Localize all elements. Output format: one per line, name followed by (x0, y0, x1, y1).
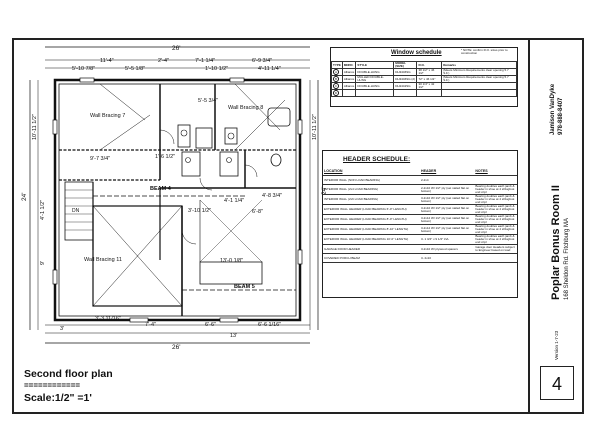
window-schedule-table (331, 61, 517, 97)
cell: Bearing doubles each jamb & header in shoe at 4 2/dugfoot end cripl (474, 195, 517, 205)
cell: 3-2x12 W/ 1/2" ply (set nailed flat on bottom) (420, 215, 474, 225)
dim-top-6-9: 6'-9 3/4" (252, 58, 273, 64)
col-header: HEADER (420, 167, 474, 176)
cell: (Meets Minimum Requirements clear opening 5.7 S.F.) (442, 69, 517, 76)
dim-5-5: 5'-5 1/8" (125, 66, 146, 72)
col-header: Remarks (442, 62, 517, 69)
plan-caption-title: Second floor plan (24, 368, 113, 380)
tub-right (268, 108, 290, 126)
label-stair-down: DN (72, 208, 80, 214)
cell (394, 90, 417, 97)
col-header: TYPE (333, 62, 341, 67)
dim-5-10: 5'-10 7/8" (72, 66, 96, 72)
cell: Alliance (343, 83, 355, 88)
dim-4-8: 4'-8 3/4" (262, 193, 283, 199)
cell: Garage door Headers subject to Engineer based on load (474, 245, 517, 254)
cell (474, 254, 517, 263)
cell: 30 1/4" x 42 1/2" (417, 83, 442, 90)
table-row (332, 90, 517, 97)
dim-3-3: 3'-3 11/16" (95, 316, 121, 322)
designer-phone: 978-888-8407 (558, 97, 564, 135)
dim-1-6: 1'-6 1/2" (155, 154, 176, 160)
col-header: MNFR. (342, 62, 356, 69)
col-header: MODEL (SIZE) (394, 62, 417, 69)
cell: 3-2x10 W/ plywood spacers (420, 245, 474, 254)
cell: DH2442SG (394, 83, 417, 90)
type-badge: A (334, 70, 337, 74)
cell: Alliance (343, 76, 355, 81)
cell: INTERIOR WALL (2x4 LOAD BEARING) (323, 185, 420, 195)
table-row (332, 83, 517, 90)
cell: MULLED DOUBLE-HUNG (356, 76, 394, 83)
version-label: Version 1-7-23 (554, 330, 559, 360)
dim-left-overall: 24' (21, 192, 28, 201)
window-schedule-title: Window schedule (391, 50, 442, 56)
label-wall-bracing-7: Wall Bracing 7 (90, 113, 126, 119)
dim-1-10: 1'-10 1/2" (205, 66, 229, 72)
dim-4-1: 4'-1 1/4" (224, 198, 245, 204)
cell: (Meets Minimum Requirements clear opening 5.7 S.F.) (442, 76, 517, 83)
shower (196, 128, 212, 148)
col-header: R.O. (417, 62, 442, 69)
cell: 3-2x10 W/ 1/2" ply (set nailed flat on bottom) (420, 195, 474, 205)
label-wall-bracing-8: Wall Bracing 8 (228, 105, 264, 111)
cell: EXTERIOR WALL HEADER (LOAD BEARING 8'-10" LENGTH) (323, 225, 420, 235)
cell: Bearing doubles each jamb & header in shoe at 4 2/dugfoot end cripl (474, 205, 517, 215)
table-row (323, 195, 517, 205)
project-address: 168 Sheldon Rd. Fitchburg MA (564, 217, 570, 300)
cell: 3-2x10 W/ 1/2" ply (set nailed flat on bottom) (420, 205, 474, 215)
header-schedule-title: HEADER SCHEDULE: (343, 156, 411, 163)
window-schedule (330, 47, 518, 107)
col-header: NOTES (474, 167, 517, 176)
type-badge: D (334, 91, 338, 95)
header-schedule-table (323, 167, 517, 263)
dim-right-overall: 24' (321, 186, 328, 195)
table-row (323, 254, 517, 263)
cell (356, 90, 394, 97)
cell: EXTERIOR WALL HEADER (LOAD BEARING 8'-0" LENGTH) (323, 215, 420, 225)
dim-13: 13' (230, 333, 238, 339)
cell: EXTERIOR WALL HEADER (LOAD BEARING 10'-0" LENGTH) (323, 235, 420, 245)
cell: DH3446SG (394, 69, 417, 76)
dim-top-11-4: 11'-4" (100, 58, 114, 64)
window-schedule-note: * NOTE: confirm R.O. sizes prior to construction (461, 48, 508, 55)
cell: COVERED PORCH BEAM (323, 254, 420, 263)
dim-6-6b: 6'-6 1/16" (258, 322, 282, 328)
cell (442, 83, 517, 90)
cell: DOUBLE-HUNG (356, 83, 394, 90)
cell: 3-2x12 W/ 1/2" ply (set nailed flat on bottom) (420, 225, 474, 235)
project-title: Poplar Bonus Room II (550, 185, 562, 300)
label-beam-5: BEAM 5 (234, 284, 255, 290)
title-block (528, 40, 583, 412)
cell: Bearing doubles each jamb & header in shoe at 4 2/dugfoot end cripl (474, 225, 517, 235)
dim-13-0: 13'-0 1/8" (220, 258, 244, 264)
label-beam-4: BEAM 4 (150, 186, 171, 192)
plan-caption-scale: Scale:1/2" =1' (24, 392, 92, 404)
cell: 2-2x10 W/ 1/2" ply (set nailed flat on bottom) (420, 185, 474, 195)
toilet (271, 154, 281, 166)
cell (417, 90, 442, 97)
table-row (323, 215, 517, 225)
cell: 72" x 46 1/2" (417, 76, 442, 83)
dim-top-7-1: 7'-1 1/4" (195, 58, 216, 64)
cell: 2-2x4 (420, 176, 474, 185)
cell: Alliance (343, 69, 355, 74)
table-row (323, 205, 517, 215)
dim-top-2-4: 2'-4" (158, 58, 169, 64)
designer-name: Jamison VanDyke (550, 83, 556, 135)
sheet-number: 4 (540, 366, 574, 400)
dim-3: 3' (60, 326, 65, 332)
dim-3-10: 3'-10 1/2" (188, 208, 212, 214)
plan-caption-underline: ============ (24, 381, 81, 390)
type-badge: B (334, 77, 337, 81)
dim-9-7: 9'-7 3/4" (90, 156, 111, 162)
cell: GARAGE DOOR HEADER (323, 245, 420, 254)
cell (442, 90, 517, 97)
dim-left-10: 10'-11 1/2" (32, 114, 38, 140)
cell: Bearing doubles each jamb & header in shoe at 4 2/dugfoot end cripl (474, 185, 517, 195)
cell: 38 1/2" x 46 1/2" (417, 69, 442, 76)
dim-top-overall: 26' (172, 45, 181, 52)
cell: DOUBLE-HUNG (356, 69, 394, 76)
col-header: LOCATION (323, 167, 420, 176)
cell: INTERIOR WALL (2x6 LOAD BEARING) (323, 195, 420, 205)
table-row (323, 185, 517, 195)
table-row (323, 235, 517, 245)
dim-4-11: 4'-11 1/4" (258, 66, 281, 72)
cell: 3- 2x10 (420, 254, 474, 263)
col-header: STYLE (356, 62, 394, 69)
dim-7-4: 7'-4" (145, 322, 156, 328)
dim-bottom-overall: 26' (172, 344, 181, 351)
type-badge: C (334, 84, 338, 88)
dim-5-5v: 5'-5 3/4" (198, 98, 219, 104)
cell: EXTERIOR WALL HEADER (LOAD BEARING 6'-0" LENGTH) (323, 205, 420, 215)
cell: Bearing doubles each jamb & header in shoe at 4 2/dugfoot end cripl (474, 235, 517, 245)
dim-6-6: 6'-6" (205, 322, 216, 328)
cell: Bearing doubles each jamb & header in shoe at 4 2/dugfoot end cripl (474, 215, 517, 225)
header-schedule (322, 150, 518, 298)
dim-right-10: 10'-11 1/2" (312, 114, 318, 140)
table-row (323, 245, 517, 254)
label-wall-bracing-11: Wall Bracing 11 (84, 257, 122, 263)
dim-left-9: 9' (40, 260, 46, 265)
cell: 3- 1 3/4" x 9 1/4" LVL (420, 235, 474, 245)
cell: DH3446SG (2) (395, 76, 416, 81)
table-row (323, 225, 517, 235)
dim-6-8: 6'-8" (252, 209, 263, 215)
cell: INTERIOR WALL (NON LOAD BEARING) (323, 176, 420, 185)
cell (342, 90, 356, 97)
dim-left-4: 4'-1 1/2" (40, 199, 46, 220)
vanity (225, 128, 237, 144)
